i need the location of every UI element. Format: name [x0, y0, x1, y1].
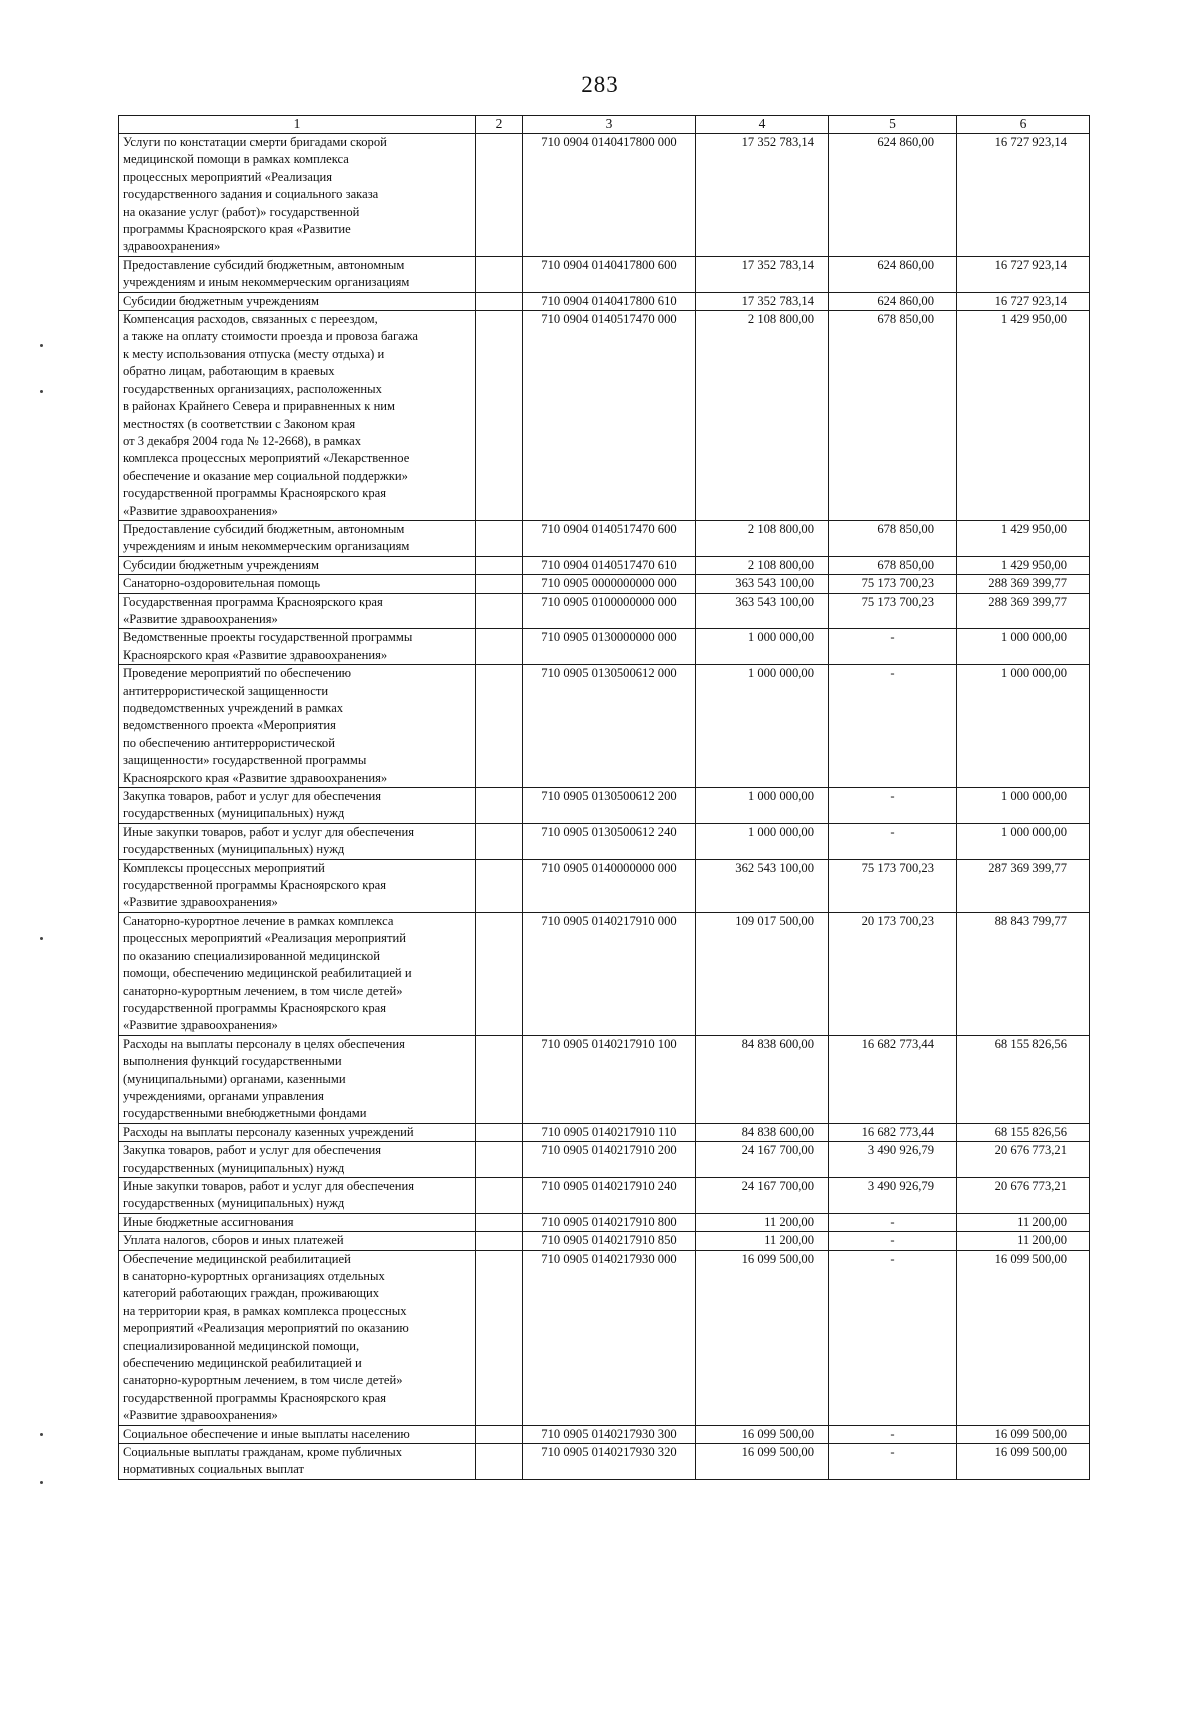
row-name-cell: Санаторно-оздоровительная помощь — [119, 575, 476, 593]
row-executed-cell: - — [829, 788, 957, 824]
margin-mark — [40, 344, 43, 347]
row-executed-cell: - — [829, 1425, 957, 1443]
table-row — [119, 1425, 1090, 1443]
row-code-cell: 710 0905 0140217910 850 — [523, 1232, 696, 1250]
margin-mark — [40, 390, 43, 393]
row-code-cell: 710 0905 0130500612 000 — [523, 665, 696, 788]
row-name-cell: Ведомственные проекты государственной программы Красноярского края «Развитие здравоохранения» — [119, 629, 476, 665]
row-amount-cell: 363 543 100,00 — [696, 575, 829, 593]
row-name-cell: Субсидии бюджетным учреждениям — [119, 556, 476, 574]
row-amount-cell: 84 838 600,00 — [696, 1035, 829, 1123]
row-remainder-cell: 1 000 000,00 — [957, 823, 1090, 859]
row-executed-cell: 624 860,00 — [829, 134, 957, 257]
header-row — [119, 116, 1090, 134]
column-header: 1 — [119, 116, 476, 134]
row-name-cell: Субсидии бюджетным учреждениям — [119, 292, 476, 310]
row-amount-cell: 17 352 783,14 — [696, 256, 829, 292]
row-remainder-cell: 16 099 500,00 — [957, 1250, 1090, 1425]
row-executed-cell: 3 490 926,79 — [829, 1142, 957, 1178]
row-remainder-cell: 1 000 000,00 — [957, 629, 1090, 665]
row-name-cell: Государственная программа Красноярского края «Развитие здравоохранения» — [119, 593, 476, 629]
margin-mark — [40, 937, 43, 940]
row-code-cell: 710 0905 0140217910 000 — [523, 912, 696, 1035]
row-amount-cell: 16 099 500,00 — [696, 1425, 829, 1443]
row-empty-cell — [476, 788, 523, 824]
row-amount-cell: 11 200,00 — [696, 1213, 829, 1231]
row-executed-cell: - — [829, 1213, 957, 1231]
row-amount-cell: 362 543 100,00 — [696, 859, 829, 912]
table-row — [119, 665, 1090, 788]
row-executed-cell: 16 682 773,44 — [829, 1035, 957, 1123]
row-amount-cell: 24 167 700,00 — [696, 1177, 829, 1213]
row-empty-cell — [476, 1250, 523, 1425]
row-name-cell: Компенсация расходов, связанных с переездом, а также на оплату стоимости проезда и провоза багажа к месту использования отпуска (месту отдыха) и обратно лицам, работающим в краевых государственных организациях, расположенных в районах Крайнего Севера и приравненных к ним местностях (в соответствии с Законом края от 3 декабря 2004 года № 12-2668), в рамках комплекса процессных мероприятий «Лекарственное обеспечение и оказание мер социальной поддержки» государственной программы Красноярского края «Развитие здравоохранения» — [119, 311, 476, 521]
row-amount-cell: 2 108 800,00 — [696, 520, 829, 556]
row-code-cell: 710 0905 0140000000 000 — [523, 859, 696, 912]
table-row — [119, 520, 1090, 556]
row-empty-cell — [476, 1177, 523, 1213]
row-executed-cell: - — [829, 1444, 957, 1480]
row-name-cell: Предоставление субсидий бюджетным, автономным учреждениям и иным некоммерческим организациям — [119, 520, 476, 556]
row-empty-cell — [476, 629, 523, 665]
row-remainder-cell: 16 727 923,14 — [957, 256, 1090, 292]
table-row — [119, 1123, 1090, 1141]
row-amount-cell: 16 099 500,00 — [696, 1250, 829, 1425]
row-amount-cell: 11 200,00 — [696, 1232, 829, 1250]
row-code-cell: 710 0905 0000000000 000 — [523, 575, 696, 593]
row-code-cell: 710 0905 0130500612 240 — [523, 823, 696, 859]
table-row — [119, 311, 1090, 521]
row-empty-cell — [476, 1444, 523, 1480]
row-executed-cell: 678 850,00 — [829, 520, 957, 556]
table-row — [119, 575, 1090, 593]
row-code-cell: 710 0905 0100000000 000 — [523, 593, 696, 629]
row-amount-cell: 84 838 600,00 — [696, 1123, 829, 1141]
table-row — [119, 1232, 1090, 1250]
row-empty-cell — [476, 1142, 523, 1178]
row-executed-cell: 678 850,00 — [829, 311, 957, 521]
row-name-cell: Проведение мероприятий по обеспечению антитеррористической защищенности подведомственных учреждений в рамках ведомственного проекта «Мероприятия по обеспечению антитеррористической защищенности» государственной программы Красноярского края «Развитие здравоохранения» — [119, 665, 476, 788]
row-amount-cell: 1 000 000,00 — [696, 629, 829, 665]
table-row — [119, 788, 1090, 824]
row-remainder-cell: 1 000 000,00 — [957, 788, 1090, 824]
table-row — [119, 912, 1090, 1035]
row-amount-cell: 24 167 700,00 — [696, 1142, 829, 1178]
row-code-cell: 710 0904 0140517470 600 — [523, 520, 696, 556]
row-executed-cell: 75 173 700,23 — [829, 575, 957, 593]
row-empty-cell — [476, 1232, 523, 1250]
row-code-cell: 710 0905 0140217930 320 — [523, 1444, 696, 1480]
margin-mark — [40, 1433, 43, 1436]
row-empty-cell — [476, 311, 523, 521]
row-empty-cell — [476, 1035, 523, 1123]
table-row — [119, 1177, 1090, 1213]
column-header: 4 — [696, 116, 829, 134]
row-remainder-cell: 16 727 923,14 — [957, 292, 1090, 310]
row-name-cell: Социальное обеспечение и иные выплаты населению — [119, 1425, 476, 1443]
row-code-cell: 710 0905 0140217910 240 — [523, 1177, 696, 1213]
row-name-cell: Комплексы процессных мероприятий государственной программы Красноярского края «Развитие здравоохранения» — [119, 859, 476, 912]
table-row — [119, 1213, 1090, 1231]
row-code-cell: 710 0905 0140217930 300 — [523, 1425, 696, 1443]
row-empty-cell — [476, 823, 523, 859]
row-name-cell: Санаторно-курортное лечение в рамках комплекса процессных мероприятий «Реализация мероприятий по оказанию специализированной медицинской помощи, обеспечению медицинской реабилитацией и санаторно-курортным лечением, в том числе детей» государственной программы Красноярского края «Развитие здравоохранения» — [119, 912, 476, 1035]
table-row — [119, 256, 1090, 292]
row-name-cell: Иные закупки товаров, работ и услуг для обеспечения государственных (муниципальных) нужд — [119, 1177, 476, 1213]
row-empty-cell — [476, 1425, 523, 1443]
row-executed-cell: 678 850,00 — [829, 556, 957, 574]
page-number: 283 — [581, 72, 619, 97]
column-header: 6 — [957, 116, 1090, 134]
row-amount-cell: 1 000 000,00 — [696, 788, 829, 824]
row-remainder-cell: 68 155 826,56 — [957, 1123, 1090, 1141]
row-remainder-cell: 1 429 950,00 — [957, 520, 1090, 556]
row-code-cell: 710 0905 0140217910 110 — [523, 1123, 696, 1141]
row-executed-cell: - — [829, 823, 957, 859]
row-name-cell: Социальные выплаты гражданам, кроме публичных нормативных социальных выплат — [119, 1444, 476, 1480]
row-remainder-cell: 288 369 399,77 — [957, 575, 1090, 593]
row-code-cell: 710 0905 0140217910 200 — [523, 1142, 696, 1178]
row-name-cell: Закупка товаров, работ и услуг для обеспечения государственных (муниципальных) нужд — [119, 788, 476, 824]
table-row — [119, 629, 1090, 665]
row-name-cell: Расходы на выплаты персоналу в целях обеспечения выполнения функций государственными (муниципальными) органами, казенными учреждениями, органами управления государственными внебюджетными фондами — [119, 1035, 476, 1123]
row-code-cell: 710 0904 0140517470 000 — [523, 311, 696, 521]
row-code-cell: 710 0905 0140217910 100 — [523, 1035, 696, 1123]
row-executed-cell: - — [829, 1232, 957, 1250]
row-remainder-cell: 11 200,00 — [957, 1232, 1090, 1250]
table-row — [119, 556, 1090, 574]
row-amount-cell: 2 108 800,00 — [696, 311, 829, 521]
row-name-cell: Иные бюджетные ассигнования — [119, 1213, 476, 1231]
row-executed-cell: 75 173 700,23 — [829, 593, 957, 629]
margin-mark — [40, 1481, 43, 1484]
row-executed-cell: 75 173 700,23 — [829, 859, 957, 912]
row-empty-cell — [476, 859, 523, 912]
table-row — [119, 823, 1090, 859]
row-empty-cell — [476, 134, 523, 257]
row-executed-cell: 624 860,00 — [829, 256, 957, 292]
row-executed-cell: - — [829, 665, 957, 788]
table-row — [119, 134, 1090, 257]
row-empty-cell — [476, 912, 523, 1035]
column-header: 5 — [829, 116, 957, 134]
row-amount-cell: 363 543 100,00 — [696, 593, 829, 629]
column-header: 3 — [523, 116, 696, 134]
row-remainder-cell: 20 676 773,21 — [957, 1142, 1090, 1178]
row-remainder-cell: 88 843 799,77 — [957, 912, 1090, 1035]
budget-table — [118, 115, 1090, 1480]
table-row — [119, 859, 1090, 912]
row-empty-cell — [476, 1213, 523, 1231]
row-name-cell: Расходы на выплаты персоналу казенных учреждений — [119, 1123, 476, 1141]
row-executed-cell: 20 173 700,23 — [829, 912, 957, 1035]
row-name-cell: Закупка товаров, работ и услуг для обеспечения государственных (муниципальных) нужд — [119, 1142, 476, 1178]
row-amount-cell: 17 352 783,14 — [696, 292, 829, 310]
row-amount-cell: 16 099 500,00 — [696, 1444, 829, 1480]
row-remainder-cell: 1 000 000,00 — [957, 665, 1090, 788]
row-executed-cell: 16 682 773,44 — [829, 1123, 957, 1141]
row-remainder-cell: 16 099 500,00 — [957, 1425, 1090, 1443]
row-remainder-cell: 16 727 923,14 — [957, 134, 1090, 257]
row-remainder-cell: 11 200,00 — [957, 1213, 1090, 1231]
row-empty-cell — [476, 556, 523, 574]
row-amount-cell: 1 000 000,00 — [696, 665, 829, 788]
row-empty-cell — [476, 593, 523, 629]
row-remainder-cell: 287 369 399,77 — [957, 859, 1090, 912]
row-remainder-cell: 16 099 500,00 — [957, 1444, 1090, 1480]
row-code-cell: 710 0905 0130500612 200 — [523, 788, 696, 824]
row-remainder-cell: 20 676 773,21 — [957, 1177, 1090, 1213]
row-code-cell: 710 0905 0140217930 000 — [523, 1250, 696, 1425]
row-empty-cell — [476, 575, 523, 593]
row-amount-cell: 2 108 800,00 — [696, 556, 829, 574]
table-row — [119, 593, 1090, 629]
row-code-cell: 710 0905 0130000000 000 — [523, 629, 696, 665]
row-empty-cell — [476, 520, 523, 556]
row-empty-cell — [476, 292, 523, 310]
row-name-cell: Обеспечение медицинской реабилитацией в санаторно-курортных организациях отдельных категорий работающих граждан, проживающих на территории края, в рамках комплекса процессных мероприятий «Реализация мероприятий по оказанию специализированной медицинской помощи, обеспечению медицинской реабилитацией и санаторно-курортным лечением, в том числе детей» государственной программы Красноярского края «Развитие здравоохранения» — [119, 1250, 476, 1425]
row-code-cell: 710 0904 0140517470 610 — [523, 556, 696, 574]
row-code-cell: 710 0905 0140217910 800 — [523, 1213, 696, 1231]
table-row — [119, 1444, 1090, 1480]
row-executed-cell: 3 490 926,79 — [829, 1177, 957, 1213]
table-body — [119, 134, 1090, 1480]
row-executed-cell: - — [829, 1250, 957, 1425]
table-row — [119, 1035, 1090, 1123]
row-executed-cell: - — [829, 629, 957, 665]
row-amount-cell: 17 352 783,14 — [696, 134, 829, 257]
row-amount-cell: 1 000 000,00 — [696, 823, 829, 859]
row-code-cell: 710 0904 0140417800 600 — [523, 256, 696, 292]
row-name-cell: Услуги по констатации смерти бригадами скорой медицинской помощи в рамках комплекса процессных мероприятий «Реализация государственного задания и социального заказа на оказание услуг (работ)» государственной программы Красноярского края «Развитие здравоохранения» — [119, 134, 476, 257]
row-remainder-cell: 1 429 950,00 — [957, 311, 1090, 521]
row-code-cell: 710 0904 0140417800 000 — [523, 134, 696, 257]
row-remainder-cell: 288 369 399,77 — [957, 593, 1090, 629]
table-row — [119, 1142, 1090, 1178]
row-name-cell: Предоставление субсидий бюджетным, автономным учреждениям и иным некоммерческим организациям — [119, 256, 476, 292]
row-executed-cell: 624 860,00 — [829, 292, 957, 310]
column-header: 2 — [476, 116, 523, 134]
row-code-cell: 710 0904 0140417800 610 — [523, 292, 696, 310]
row-empty-cell — [476, 1123, 523, 1141]
row-empty-cell — [476, 256, 523, 292]
row-remainder-cell: 68 155 826,56 — [957, 1035, 1090, 1123]
row-remainder-cell: 1 429 950,00 — [957, 556, 1090, 574]
table-row — [119, 1250, 1090, 1425]
row-empty-cell — [476, 665, 523, 788]
table-row — [119, 292, 1090, 310]
row-amount-cell: 109 017 500,00 — [696, 912, 829, 1035]
row-name-cell: Уплата налогов, сборов и иных платежей — [119, 1232, 476, 1250]
row-name-cell: Иные закупки товаров, работ и услуг для обеспечения государственных (муниципальных) нужд — [119, 823, 476, 859]
